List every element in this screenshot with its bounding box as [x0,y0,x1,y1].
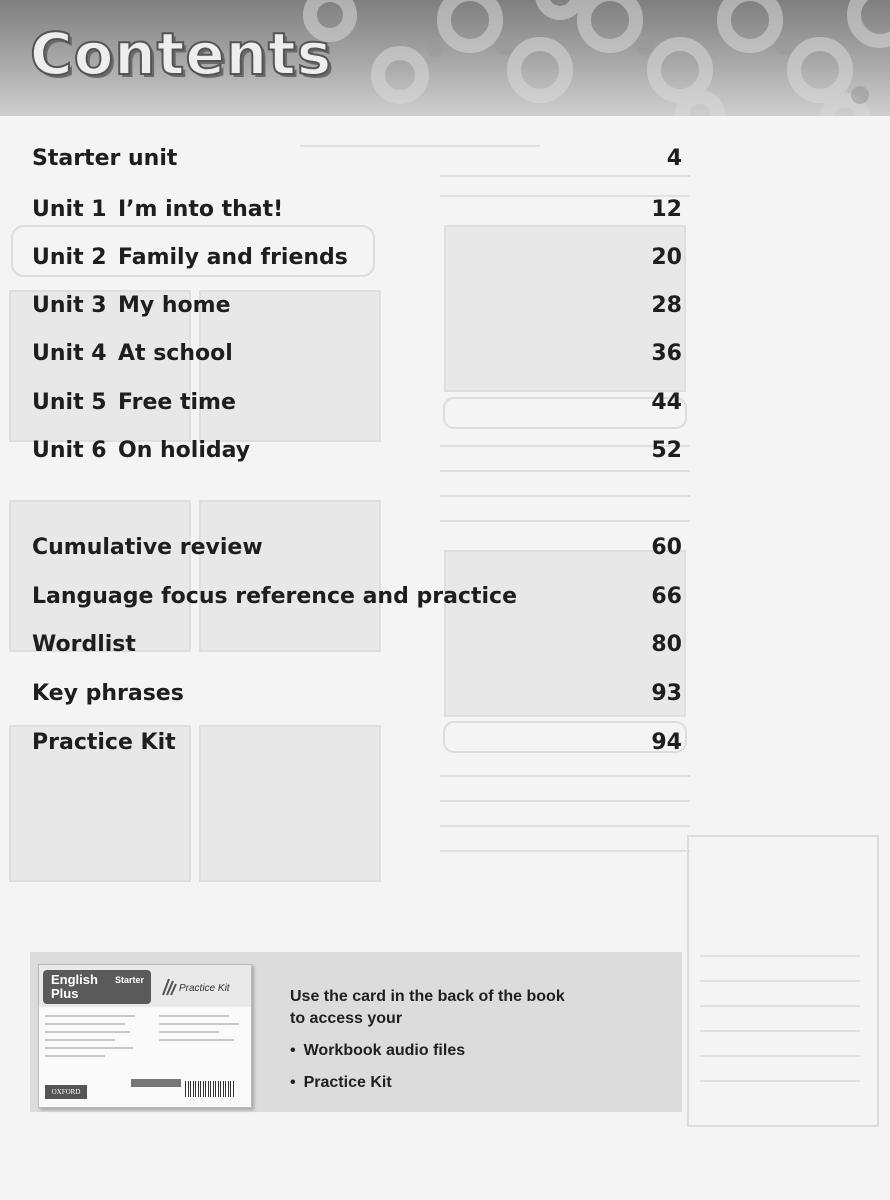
toc-row-starter[interactable] [32,146,682,186]
toc-page-number: 36 [651,341,682,366]
card-text-line [45,1031,130,1033]
logo-starter: Starter [115,975,145,985]
toc-unit-label: Unit 4 [32,341,107,366]
practice-kit-box [30,952,682,1112]
toc-unit-title: I’m into that! [118,197,284,222]
toc-page-number: 80 [651,632,682,657]
card-text-line [45,1023,125,1025]
card-text-line [159,1015,229,1017]
toc-row-unit-3[interactable] [32,293,682,333]
toc-unit-title: On holiday [118,438,251,463]
toc-unit-label: Unit 1 [32,197,107,222]
instruction-line-1: Use the card in the back of the book [290,988,565,1005]
card-text-line [159,1031,219,1033]
card-text-line [159,1039,234,1041]
toc-page-number: 20 [651,245,682,270]
card-text-line [45,1047,133,1049]
toc-unit-label: Starter unit [32,146,178,171]
list-item: • Practice Kit [290,1072,670,1094]
header-band [0,0,890,116]
toc-row-wordlist[interactable] [32,632,682,672]
toc-unit-title: My home [118,293,231,318]
toc-section-title: Wordlist [32,632,136,657]
barcode [185,1081,235,1097]
toc-page-number: 93 [651,681,682,706]
toc-section-title: Language focus reference and practice [32,584,517,609]
access-list [290,1040,670,1094]
toc-page-number: 66 [651,584,682,609]
toc-page-number: 44 [651,390,682,415]
toc-row-practice-kit[interactable] [32,730,682,770]
toc-row-unit-4[interactable] [32,341,682,381]
toc-section-title: Cumulative review [32,535,263,560]
practice-kit-icon [161,977,177,997]
toc-row-cumulative-review[interactable] [32,535,682,575]
oxford-logo: OXFORD [45,1085,87,1099]
toc-page-number: 28 [651,293,682,318]
access-code-bar [131,1079,181,1087]
toc-row-unit-1[interactable] [32,197,682,237]
list-item: • Workbook audio files [290,1040,670,1062]
logo-line-1: English [51,972,98,987]
card-kit-label: Practice Kit [179,983,230,994]
card-text-line [45,1039,115,1041]
toc-unit-title: At school [118,341,233,366]
instruction-line-2: to access your [290,1010,403,1027]
toc-unit-title: Family and friends [118,245,348,270]
toc-section-title: Practice Kit [32,730,176,755]
toc-unit-label: Unit 2 [32,245,107,270]
toc-page-number: 4 [666,146,682,171]
toc-row-unit-2[interactable] [32,245,682,285]
card-text-line [159,1023,239,1025]
page-title: Contents [30,20,333,88]
toc-page-number: 52 [651,438,682,463]
toc-unit-label: Unit 6 [32,438,107,463]
card-text-line [45,1055,105,1057]
toc-page-number: 94 [651,730,682,755]
toc-page-number: 12 [651,197,682,222]
toc-row-language-focus[interactable] [32,584,682,624]
toc-unit-label: Unit 3 [32,293,107,318]
access-card-image [38,964,252,1108]
toc-unit-label: Unit 5 [32,390,107,415]
toc-row-unit-5[interactable] [32,390,682,430]
toc-page-number: 60 [651,535,682,560]
logo-line-2: Plus [51,986,79,1001]
practice-kit-instructions [290,986,670,1104]
toc-row-key-phrases[interactable] [32,681,682,721]
card-text-line [45,1015,135,1017]
toc-section-title: Key phrases [32,681,184,706]
toc-row-unit-6[interactable] [32,438,682,478]
toc-unit-title: Free time [118,390,236,415]
